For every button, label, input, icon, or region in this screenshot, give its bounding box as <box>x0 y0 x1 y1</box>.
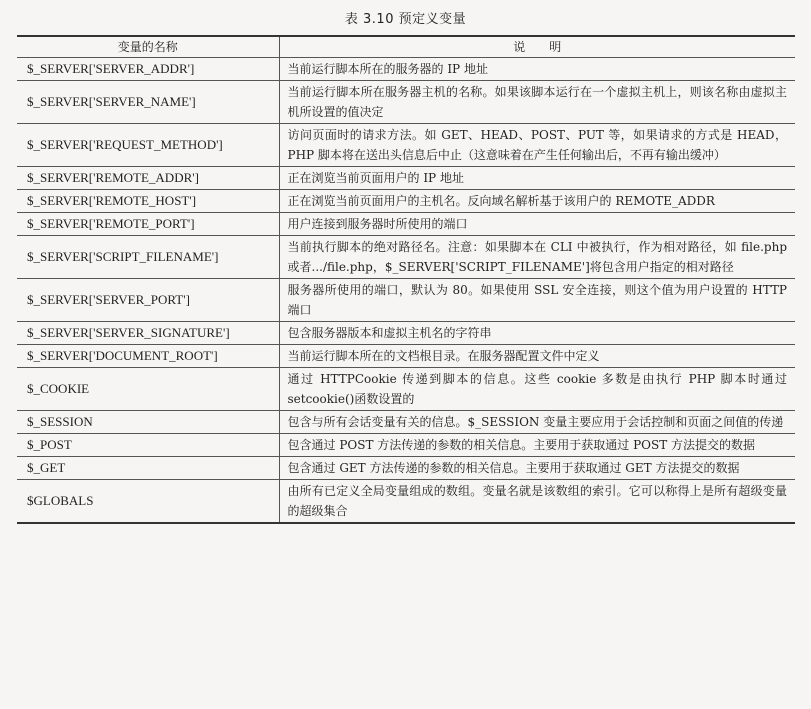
description-cell: 用户连接到服务器时所使用的端口 <box>279 213 795 236</box>
description-cell: 当前运行脚本所在的文档根目录。在服务器配置文件中定义 <box>279 345 795 368</box>
predefined-variables-table <box>17 35 795 524</box>
header-description: 说 明 <box>513 40 562 54</box>
variable-name-cell: $_SESSION <box>17 411 279 434</box>
variable-name-cell: $_GET <box>17 457 279 480</box>
table-row <box>17 322 795 345</box>
table-row <box>17 236 795 279</box>
table-row <box>17 124 795 167</box>
description-cell: 访问页面时的请求方法。如 GET、HEAD、POST、PUT 等，如果请求的方式是 HEAD，PHP 脚本将在送出头信息后中止（这意味着在产生任何输出后，不再有输出缓冲） <box>279 124 795 167</box>
description-cell: 服务器所使用的端口，默认为 80。如果使用 SSL 安全连接，则这个值为用户设置的 HTTP 端口 <box>279 279 795 322</box>
table-row <box>17 434 795 457</box>
table-row <box>17 58 795 81</box>
description-cell: 通过 HTTPCookie 传递到脚本的信息。这些 cookie 多数是由执行 PHP 脚本时通过 setcookie()函数设置的 <box>279 368 795 411</box>
variable-name-cell: $_COOKIE <box>17 368 279 411</box>
table-header-row <box>17 36 795 58</box>
table-caption: 表 3.10 预定义变量 <box>344 12 467 27</box>
variable-name-cell: $_SERVER['REMOTE_PORT'] <box>17 213 279 236</box>
variable-name-cell: $_SERVER['SERVER_PORT'] <box>17 279 279 322</box>
description-cell: 正在浏览当前页面用户的 IP 地址 <box>279 167 795 190</box>
table-row <box>17 279 795 322</box>
table-row <box>17 411 795 434</box>
variable-name-cell: $_SERVER['SERVER_NAME'] <box>17 81 279 124</box>
table-row <box>17 457 795 480</box>
description-cell: 当前执行脚本的绝对路径名。注意：如果脚本在 CLI 中被执行，作为相对路径，如 file.php 或者.../file.php，$_SERVER['SCRIPT_FILENAME']将包含用户指定的相对路径 <box>279 236 795 279</box>
variable-name-cell: $_SERVER['REMOTE_ADDR'] <box>17 167 279 190</box>
variable-name-cell: $_SERVER['DOCUMENT_ROOT'] <box>17 345 279 368</box>
variable-name-cell: $_SERVER['REQUEST_METHOD'] <box>17 124 279 167</box>
description-cell: 包含服务器版本和虚拟主机名的字符串 <box>279 322 795 345</box>
variable-name-cell: $_SERVER['REMOTE_HOST'] <box>17 190 279 213</box>
description-cell: 正在浏览当前页面用户的主机名。反向域名解析基于该用户的 REMOTE_ADDR <box>279 190 795 213</box>
table-row <box>17 345 795 368</box>
table-row <box>17 81 795 124</box>
table-row <box>17 167 795 190</box>
description-cell: 当前运行脚本所在的服务器的 IP 地址 <box>279 58 795 81</box>
variable-name-cell: $_SERVER['SERVER_SIGNATURE'] <box>17 322 279 345</box>
description-cell: 包含通过 GET 方法传递的参数的相关信息。主要用于获取通过 GET 方法提交的数据 <box>279 457 795 480</box>
variable-name-cell: $_POST <box>17 434 279 457</box>
description-cell: 包含通过 POST 方法传递的参数的相关信息。主要用于获取通过 POST 方法提交的数据 <box>279 434 795 457</box>
description-cell: 当前运行脚本所在服务器主机的名称。如果该脚本运行在一个虚拟主机上，则该名称由虚拟主机所设置的值决定 <box>279 81 795 124</box>
variable-name-cell: $_SERVER['SERVER_ADDR'] <box>17 58 279 81</box>
description-cell: 由所有已定义全局变量组成的数组。变量名就是该数组的索引。它可以称得上是所有超级变量的超级集合 <box>279 480 795 524</box>
variable-name-cell: $GLOBALS <box>17 480 279 524</box>
table-row <box>17 368 795 411</box>
header-variable-name: 变量的名称 <box>17 36 279 58</box>
variable-name-cell: $_SERVER['SCRIPT_FILENAME'] <box>17 236 279 279</box>
description-cell: 包含与所有会话变量有关的信息。$_SESSION 变量主要应用于会话控制和页面之间值的传递 <box>279 411 795 434</box>
table-row <box>17 190 795 213</box>
table-row <box>17 480 795 524</box>
table-row <box>17 213 795 236</box>
